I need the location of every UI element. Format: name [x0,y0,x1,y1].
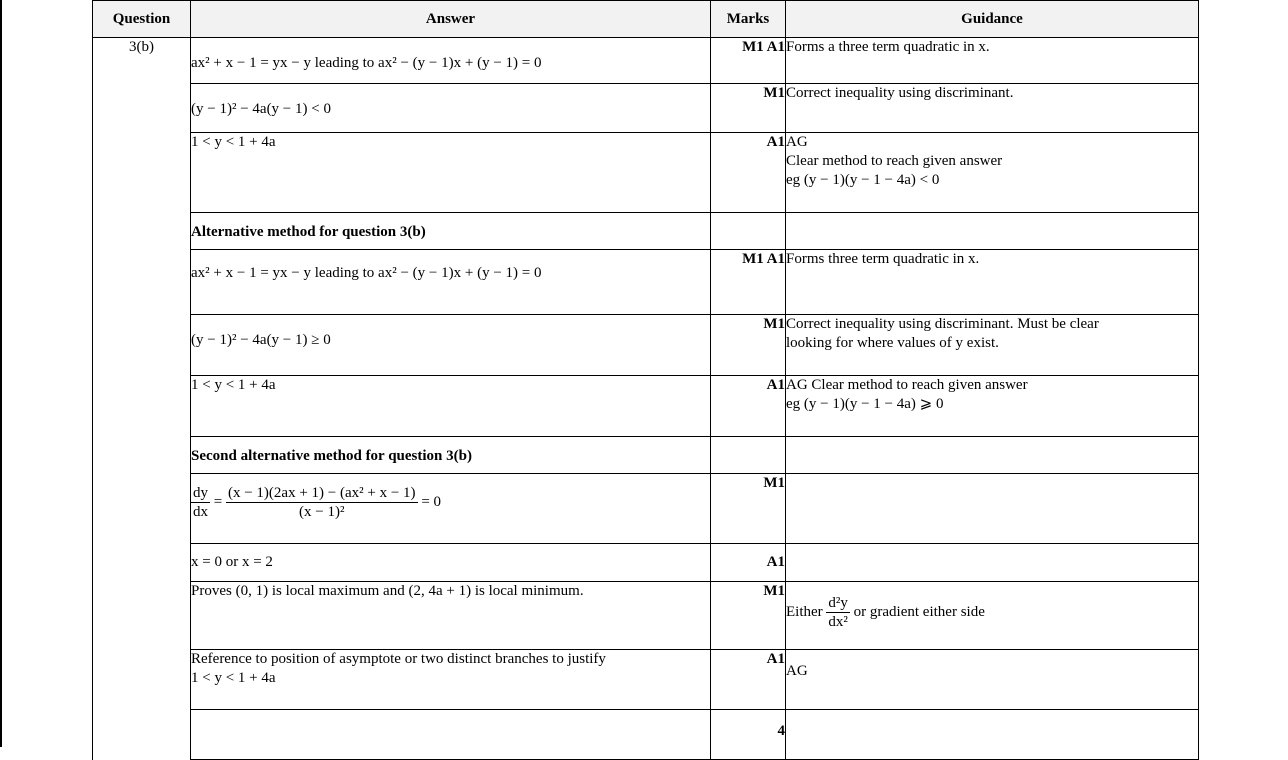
table-row [93,437,1199,474]
table-row [93,474,1199,544]
second-alternative-heading: Second alternative method for question 3(b) [191,437,711,474]
fraction-numerator: (x − 1)(2ax + 1) − (ax² + x − 1) [227,485,416,501]
header-row [93,1,1199,38]
equals-zero: = 0 [421,493,442,510]
guidance-cell-empty [786,710,1199,760]
answer-cell: 1 < y < 1 + 4a [191,133,711,213]
guidance-cell: Forms a three term quadratic in x. [786,38,1199,84]
question-cell-empty [93,437,191,474]
marks-cell: M1 [711,84,786,133]
guidance-text: Either [786,603,823,620]
question-cell-empty [93,544,191,582]
total-row [93,710,1199,760]
total-marks: 4 [711,710,786,760]
fraction-numerator: dy [193,485,208,501]
answer-line: 1 < y < 1 + 4a [191,670,276,686]
marks-cell: A1 [711,650,786,710]
guidance-line: AG [786,134,808,150]
answer-cell: x = 0 or x = 2 [191,544,711,582]
guidance-cell-empty [786,213,1199,250]
guidance-cell: Forms three term quadratic in x. [786,250,1199,315]
header-marks: Marks [711,1,786,38]
guidance-cell: AG [786,650,1199,710]
question-number-text: 3(b) [129,39,154,55]
fraction-denominator: (x − 1)² [299,504,345,520]
question-cell-empty [93,213,191,250]
table-row [93,133,1199,213]
answer-cell: Proves (0, 1) is local maximum and (2, 4a + 1) is local minimum. [191,582,711,650]
fraction-denominator: dx [193,504,208,520]
question-cell-empty [93,474,191,544]
derivative-expression [191,474,711,544]
page-left-border [0,0,2,747]
marks-cell: A1 [711,133,786,213]
table-row [93,84,1199,133]
answer-cell: ax² + x − 1 = yx − y leading to ax² − (y − 1)x + (y − 1) = 0 [191,250,711,315]
answer-cell: (y − 1)² − 4a(y − 1) ≥ 0 [191,315,711,376]
answer-cell [191,650,711,710]
table-row [93,213,1199,250]
guidance-line: AG Clear method to reach given answer [786,377,1028,393]
marks-cell: M1 [711,315,786,376]
dy-dx-fraction [191,484,210,521]
table-row [93,544,1199,582]
table-row [93,650,1199,710]
question-cell-empty [93,650,191,710]
marks-cell: A1 [711,544,786,582]
guidance-cell-empty [786,437,1199,474]
question-cell-empty [93,315,191,376]
table-row [93,250,1199,315]
fraction-denominator: dx² [828,614,848,630]
question-cell-empty [93,582,191,650]
guidance-cell [786,582,1199,650]
marks-cell-empty [711,437,786,474]
question-cell-empty [93,250,191,315]
guidance-cell: Correct inequality using discriminant. [786,84,1199,133]
marks-cell-empty [711,213,786,250]
answer-cell-empty [191,710,711,760]
table-row [93,376,1199,437]
guidance-line: looking for where values of y exist. [786,335,999,351]
marks-cell: M1 A1 [711,38,786,84]
marks-cell: M1 [711,582,786,650]
guidance-line: eg (y − 1)(y − 1 − 4a) ⩾ 0 [786,396,944,412]
guidance-line: eg (y − 1)(y − 1 − 4a) < 0 [786,172,940,188]
header-question: Question [93,1,191,38]
marks-cell: M1 [711,474,786,544]
table-row [93,315,1199,376]
guidance-cell-empty [786,544,1199,582]
guidance-line: Correct inequality using discriminant. Must be clear [786,316,1099,332]
equals-sign: = [213,493,223,510]
marks-cell: M1 A1 [711,250,786,315]
fraction-numerator: d²y [828,595,848,611]
header-guidance: Guidance [786,1,1199,38]
answer-cell: ax² + x − 1 = yx − y leading to ax² − (y − 1)x + (y − 1) = 0 [191,38,711,84]
answer-cell: (y − 1)² − 4a(y − 1) < 0 [191,84,711,133]
quotient-rule-fraction [226,484,418,521]
alternative-method-heading: Alternative method for question 3(b) [191,213,711,250]
answer-cell: 1 < y < 1 + 4a [191,376,711,437]
guidance-line: Clear method to reach given answer [786,153,1003,169]
guidance-text: or gradient either side [853,603,985,620]
answer-line: Reference to position of asymptote or two distinct branches to justify [191,651,606,667]
marks-cell: A1 [711,376,786,437]
table-row [93,582,1199,650]
second-derivative-fraction [826,594,850,631]
question-number [93,38,191,84]
mark-scheme-table [92,0,1199,760]
guidance-cell-empty [786,474,1199,544]
table-row [93,38,1199,84]
question-cell-empty [93,710,191,760]
guidance-cell [786,376,1199,437]
guidance-cell [786,133,1199,213]
question-cell-empty [93,133,191,213]
question-cell-empty [93,376,191,437]
question-cell-empty [93,84,191,133]
header-answer: Answer [191,1,711,38]
guidance-cell [786,315,1199,376]
